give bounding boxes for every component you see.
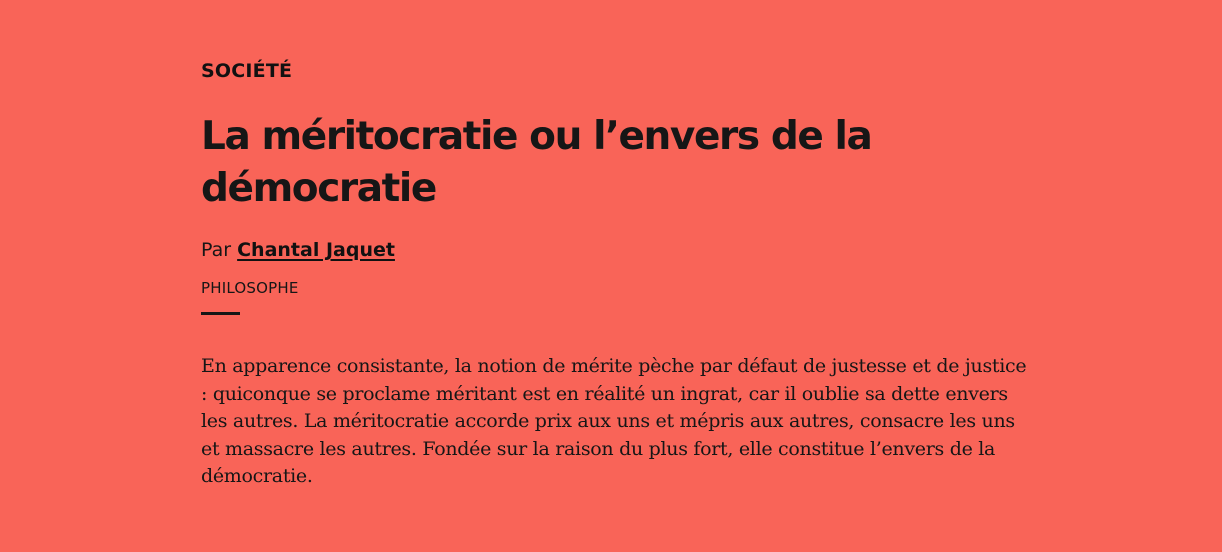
byline xyxy=(201,237,1041,263)
article-header xyxy=(201,58,1041,510)
author-link[interactable]: Chantal Jaquet xyxy=(237,239,395,261)
category-link[interactable]: SOCIÉTÉ xyxy=(201,60,293,82)
article-summary: En apparence consistante, la notion de mérite pèche par défaut de justesse et de justice : quiconque se proclame méritant est en réalité un ingrat, car il oublie sa dette envers les autres. La méritocratie accorde prix aux uns et mépris aux autres, consacre les uns et massacre les autres. Fondée sur la raison du plus fort, elle constitue l’envers de la démocratie. xyxy=(201,355,1027,487)
article-title: La méritocratie ou l’envers de la démocratie xyxy=(201,114,872,211)
author-role: PHILOSOPHE xyxy=(201,279,299,297)
byline-prefix: Par xyxy=(201,239,232,261)
divider xyxy=(201,312,240,315)
